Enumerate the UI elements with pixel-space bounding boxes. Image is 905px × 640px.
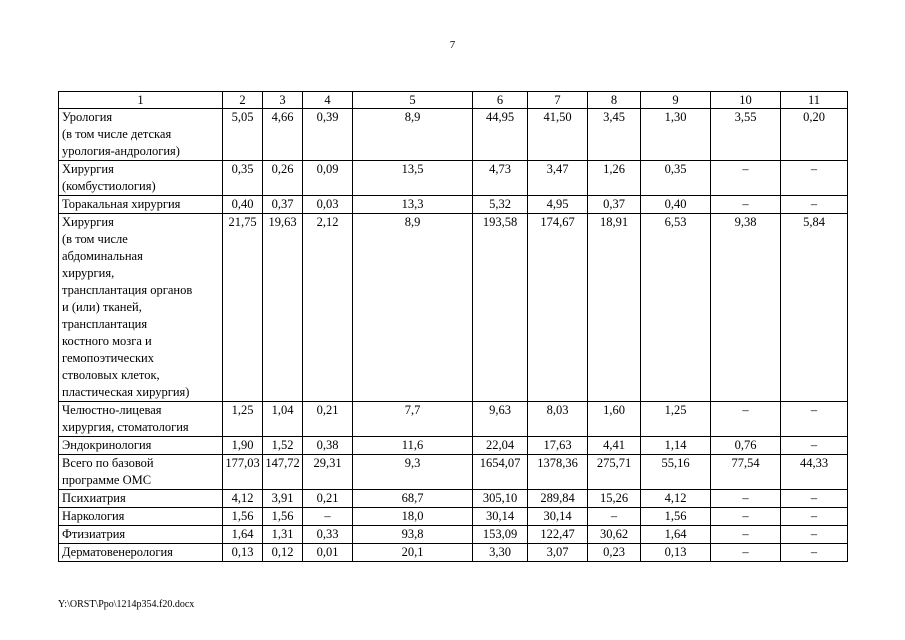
header-row xyxy=(59,92,848,109)
table-cell: 0,21 xyxy=(303,402,353,437)
table-cell: – xyxy=(711,544,781,562)
row-label: Хирургия (комбустиология) xyxy=(59,161,223,196)
table-row xyxy=(59,109,848,161)
table-cell: – xyxy=(711,508,781,526)
table-cell: 0,38 xyxy=(303,437,353,455)
table-cell: 44,95 xyxy=(473,109,528,161)
table-cell: 0,35 xyxy=(641,161,711,196)
table-cell: – xyxy=(588,508,641,526)
table-cell: 3,45 xyxy=(588,109,641,161)
table-cell: 21,75 xyxy=(223,214,263,402)
table-cell: 1,60 xyxy=(588,402,641,437)
table-cell: – xyxy=(781,437,848,455)
table-cell: 0,26 xyxy=(263,161,303,196)
table-cell: 19,63 xyxy=(263,214,303,402)
table-cell: 4,95 xyxy=(528,196,588,214)
data-table xyxy=(58,91,848,562)
table-cell: 1,31 xyxy=(263,526,303,544)
table-cell: 41,50 xyxy=(528,109,588,161)
table-cell: – xyxy=(303,508,353,526)
table-cell: 122,47 xyxy=(528,526,588,544)
column-header: 10 xyxy=(711,92,781,109)
table-cell: 0,40 xyxy=(223,196,263,214)
table-cell: 20,1 xyxy=(353,544,473,562)
column-header: 2 xyxy=(223,92,263,109)
table-row xyxy=(59,544,848,562)
table-cell: 1,25 xyxy=(223,402,263,437)
column-header: 5 xyxy=(353,92,473,109)
column-header: 6 xyxy=(473,92,528,109)
table-cell: – xyxy=(711,526,781,544)
table-cell: 9,63 xyxy=(473,402,528,437)
table-cell: 0,23 xyxy=(588,544,641,562)
table-row xyxy=(59,196,848,214)
table-cell: 1,14 xyxy=(641,437,711,455)
table-cell: 0,40 xyxy=(641,196,711,214)
table-cell: – xyxy=(781,508,848,526)
table-cell: 3,47 xyxy=(528,161,588,196)
row-label: Психиатрия xyxy=(59,490,223,508)
table-cell: 0,76 xyxy=(711,437,781,455)
column-header: 1 xyxy=(59,92,223,109)
row-label: Наркология xyxy=(59,508,223,526)
column-header: 3 xyxy=(263,92,303,109)
table-row xyxy=(59,455,848,490)
table-cell: 305,10 xyxy=(473,490,528,508)
table-cell: 3,91 xyxy=(263,490,303,508)
table-cell: 17,63 xyxy=(528,437,588,455)
table-cell: – xyxy=(781,490,848,508)
table-cell: 0,13 xyxy=(223,544,263,562)
table-cell: 1,56 xyxy=(263,508,303,526)
table-cell: – xyxy=(781,402,848,437)
table-cell: 30,62 xyxy=(588,526,641,544)
table-cell: 22,04 xyxy=(473,437,528,455)
table-cell: 3,55 xyxy=(711,109,781,161)
table-cell: 2,12 xyxy=(303,214,353,402)
table-cell: 5,32 xyxy=(473,196,528,214)
table-cell: 0,33 xyxy=(303,526,353,544)
table-cell: – xyxy=(781,196,848,214)
table-cell: 8,9 xyxy=(353,109,473,161)
table-cell: 0,13 xyxy=(641,544,711,562)
column-header: 8 xyxy=(588,92,641,109)
table-cell: 0,39 xyxy=(303,109,353,161)
table-cell: – xyxy=(711,490,781,508)
column-header: 9 xyxy=(641,92,711,109)
table-cell: 9,38 xyxy=(711,214,781,402)
table-row xyxy=(59,490,848,508)
row-label: Эндокринология xyxy=(59,437,223,455)
table-cell: 153,09 xyxy=(473,526,528,544)
table-cell: 0,37 xyxy=(588,196,641,214)
table-cell: 1,04 xyxy=(263,402,303,437)
table-cell: 193,58 xyxy=(473,214,528,402)
column-header: 11 xyxy=(781,92,848,109)
row-label: Челюстно-лицевая хирургия, стоматология xyxy=(59,402,223,437)
table-cell: 30,14 xyxy=(473,508,528,526)
table-cell: 1378,36 xyxy=(528,455,588,490)
table-cell: – xyxy=(781,544,848,562)
table-row xyxy=(59,508,848,526)
table-cell: 0,12 xyxy=(263,544,303,562)
table-cell: 4,41 xyxy=(588,437,641,455)
page-number: 7 xyxy=(449,39,456,51)
row-label: Фтизиатрия xyxy=(59,526,223,544)
table-cell: 4,12 xyxy=(223,490,263,508)
table-row xyxy=(59,161,848,196)
table-cell: 289,84 xyxy=(528,490,588,508)
table-cell: 1,30 xyxy=(641,109,711,161)
column-header: 7 xyxy=(528,92,588,109)
table-cell: – xyxy=(711,402,781,437)
table-row xyxy=(59,402,848,437)
table-cell: 77,54 xyxy=(711,455,781,490)
row-label: Хирургия (в том числе абдоминальная хирургия, трансплантация органов и (или) тканей, трансплантация костного мозга и гемопоэтических стволовых клеток, пластическая хирургия) xyxy=(59,214,223,402)
table-cell: 6,53 xyxy=(641,214,711,402)
table-cell: 1,64 xyxy=(641,526,711,544)
table-cell: 18,0 xyxy=(353,508,473,526)
table-cell: 0,03 xyxy=(303,196,353,214)
table-cell: – xyxy=(781,161,848,196)
table-cell: 5,84 xyxy=(781,214,848,402)
table-cell: 4,66 xyxy=(263,109,303,161)
table-row xyxy=(59,526,848,544)
table-cell: 177,03 xyxy=(223,455,263,490)
table-cell: 275,71 xyxy=(588,455,641,490)
table-cell: – xyxy=(711,196,781,214)
row-label: Всего по базовой программе ОМС xyxy=(59,455,223,490)
table-cell: 4,12 xyxy=(641,490,711,508)
table-cell: 3,30 xyxy=(473,544,528,562)
table-row xyxy=(59,437,848,455)
table-body xyxy=(59,109,848,562)
table-cell: 0,21 xyxy=(303,490,353,508)
table-cell: 18,91 xyxy=(588,214,641,402)
table-cell: 1,90 xyxy=(223,437,263,455)
table-cell: 1,64 xyxy=(223,526,263,544)
table-cell: 1,56 xyxy=(223,508,263,526)
table-cell: 11,6 xyxy=(353,437,473,455)
table-cell: 0,01 xyxy=(303,544,353,562)
table-cell: 9,3 xyxy=(353,455,473,490)
table-cell: 1,26 xyxy=(588,161,641,196)
table-cell: 1654,07 xyxy=(473,455,528,490)
table-cell: 0,37 xyxy=(263,196,303,214)
footer-file-path: Y:\ORST\Ppo\1214p354.f20.docx xyxy=(58,599,195,610)
row-label: Дерматовенерология xyxy=(59,544,223,562)
table-cell: 0,20 xyxy=(781,109,848,161)
table-cell: 68,7 xyxy=(353,490,473,508)
table-cell: 5,05 xyxy=(223,109,263,161)
table-cell: – xyxy=(711,161,781,196)
table-cell: – xyxy=(781,526,848,544)
table-cell: 3,07 xyxy=(528,544,588,562)
table-cell: 147,72 xyxy=(263,455,303,490)
table-cell: 30,14 xyxy=(528,508,588,526)
table-cell: 1,52 xyxy=(263,437,303,455)
table-cell: 8,9 xyxy=(353,214,473,402)
table-cell: 44,33 xyxy=(781,455,848,490)
table-cell: 29,31 xyxy=(303,455,353,490)
table-cell: 0,35 xyxy=(223,161,263,196)
table-cell: 15,26 xyxy=(588,490,641,508)
table-cell: 7,7 xyxy=(353,402,473,437)
table-cell: 0,09 xyxy=(303,161,353,196)
table-cell: 13,5 xyxy=(353,161,473,196)
table-cell: 8,03 xyxy=(528,402,588,437)
table-row xyxy=(59,214,848,402)
table-cell: 93,8 xyxy=(353,526,473,544)
row-label: Торакальная хирургия xyxy=(59,196,223,214)
table-cell: 1,25 xyxy=(641,402,711,437)
table-cell: 4,73 xyxy=(473,161,528,196)
row-label: Урология (в том числе детская урология-андрология) xyxy=(59,109,223,161)
table-cell: 1,56 xyxy=(641,508,711,526)
table-cell: 13,3 xyxy=(353,196,473,214)
table-cell: 55,16 xyxy=(641,455,711,490)
table-cell: 174,67 xyxy=(528,214,588,402)
column-header: 4 xyxy=(303,92,353,109)
